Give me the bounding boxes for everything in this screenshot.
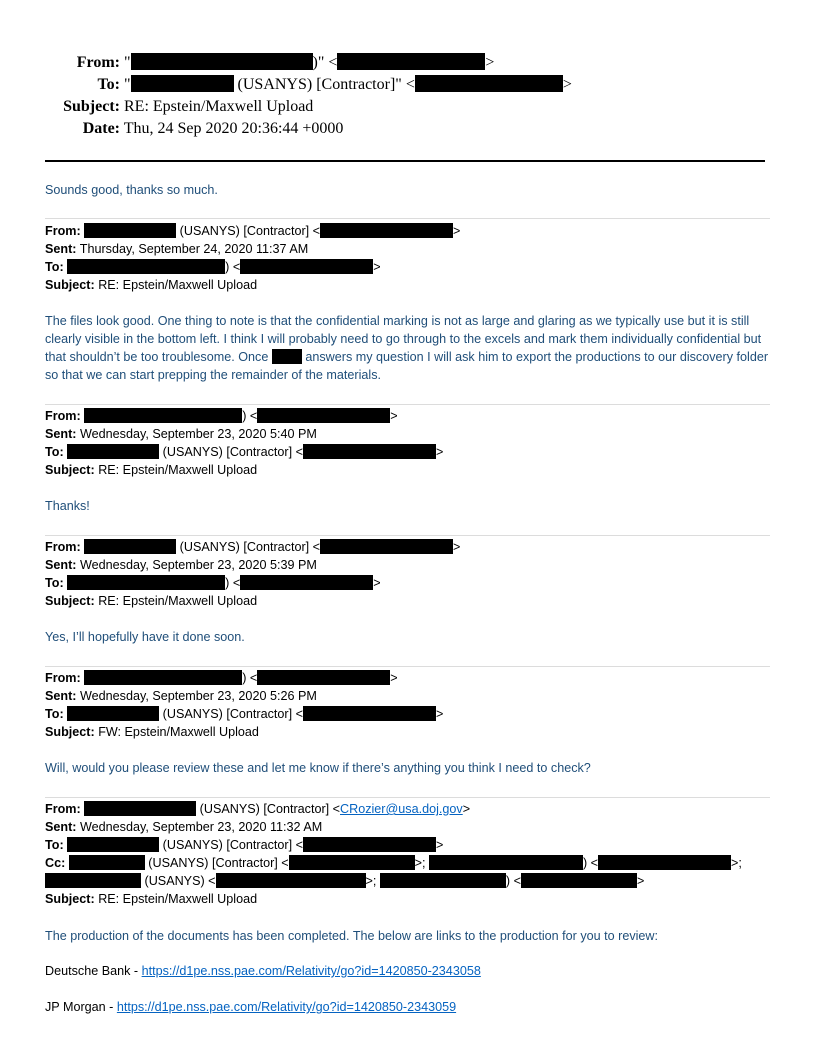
msg2-from-line: From: ) < > [45, 409, 398, 423]
redaction-bar [240, 259, 373, 274]
header-divider [45, 160, 765, 162]
deutsche-bank-link[interactable]: https://d1pe.nss.pae.com/Relativity/go?id=1420850-2343058 [141, 964, 481, 978]
msg3-sent-line: Sent: Wednesday, September 23, 2020 5:39 PM [45, 558, 317, 572]
msg4-subject-line: Subject: FW: Epstein/Maxwell Upload [45, 725, 259, 739]
redaction-bar [84, 223, 176, 238]
msg4-body: Will, would you please review these and let me know if there’s anything you think I need to check? [45, 761, 591, 775]
msg5-to-line: To: (USANYS) [Contractor] < > [45, 838, 444, 852]
redaction-bar [45, 873, 141, 888]
redaction-bar [289, 855, 415, 870]
msg2-body: Thanks! [45, 499, 90, 513]
msg3-subject-line: Subject: RE: Epstein/Maxwell Upload [45, 594, 258, 608]
msg4-sent-line: Sent: Wednesday, September 23, 2020 5:26 PM [45, 689, 317, 703]
redaction-bar [380, 873, 506, 888]
msg2-sent-line: Sent: Wednesday, September 23, 2020 5:40 PM [45, 427, 317, 441]
redaction-bar [598, 855, 731, 870]
redaction-bar [67, 444, 159, 459]
redaction-bar [429, 855, 583, 870]
reply-body: Sounds good, thanks so much. [45, 183, 218, 197]
redaction-bar [337, 53, 485, 70]
redaction-bar [67, 706, 159, 721]
redaction-bar [320, 223, 453, 238]
msg1-body: The files look good. One thing to note is that the confidential marking is not as large and glaring as we typically use but it is still clearly visible in the bottom left. I think I will probably need to go through to the excels and mark them individually confidential but that shouldn’t be too troublesome. Once answers my question I will ask him to export the productions to our discovery folder so that we can start prepping the remainder of the materials. [45, 314, 769, 382]
header-to-value: " (USANYS) [Contractor]" < > [124, 76, 572, 93]
message-separator [45, 218, 770, 219]
msg1-from-line: From: (USANYS) [Contractor] < > [45, 224, 461, 238]
redaction-bar [257, 408, 390, 423]
msg3-from-line: From: (USANYS) [Contractor] < > [45, 540, 461, 554]
redaction-bar [320, 539, 453, 554]
msg3-body: Yes, I’ll hopefully have it done soon. [45, 630, 245, 644]
msg5-cc-line-2: (USANYS) < >; ) < > [45, 872, 644, 890]
msg5-body: The production of the documents has been completed. The below are links to the production for you to review: [45, 929, 659, 943]
redaction-bar [303, 837, 436, 852]
redaction-bar [303, 444, 436, 459]
msg3-to-line: To: ) < > [45, 576, 381, 590]
msg5-from-line: From: (USANYS) [Contractor] <CRozier@usa.doj.gov> [45, 802, 471, 816]
header-subject-line [40, 97, 313, 117]
redaction-bar [69, 855, 145, 870]
redaction-bar [521, 873, 637, 888]
header-date-line [40, 119, 343, 139]
header-from-label: From: [76, 54, 120, 71]
header-to-line [40, 75, 572, 95]
msg1-sent-line: Sent: Thursday, September 24, 2020 11:37 AM [45, 242, 309, 256]
message-separator [45, 797, 770, 798]
message-separator [45, 404, 770, 405]
message-separator [45, 535, 770, 536]
redaction-bar [131, 75, 234, 92]
msg2-subject-line: Subject: RE: Epstein/Maxwell Upload [45, 463, 258, 477]
header-to-label: To: [97, 76, 120, 93]
from-email-link[interactable]: CRozier@usa.doj.gov [340, 802, 463, 816]
msg1-subject-line: Subject: RE: Epstein/Maxwell Upload [45, 278, 258, 292]
header-subject-label: Subject: [63, 98, 120, 115]
redaction-bar [257, 670, 390, 685]
msg2-to-line: To: (USANYS) [Contractor] < > [45, 445, 444, 459]
redaction-bar [67, 837, 159, 852]
redaction-bar [272, 349, 302, 364]
header-from-line [40, 53, 494, 73]
msg4-to-line: To: (USANYS) [Contractor] < > [45, 707, 444, 721]
redaction-bar [415, 75, 563, 92]
link-line-jp-morgan: JP Morgan - https://d1pe.nss.pae.com/Relativity/go?id=1420850-2343059 [45, 1000, 457, 1014]
redaction-bar [67, 259, 225, 274]
header-subject-value: RE: Epstein/Maxwell Upload [124, 98, 314, 115]
redaction-bar [303, 706, 436, 721]
redaction-bar [84, 670, 242, 685]
message-separator [45, 666, 770, 667]
header-date-label: Date: [82, 120, 120, 137]
redaction-bar [84, 408, 242, 423]
header-date-value: Thu, 24 Sep 2020 20:36:44 +0000 [123, 120, 344, 137]
jp-morgan-link[interactable]: https://d1pe.nss.pae.com/Relativity/go?id=1420850-2343059 [116, 1000, 457, 1014]
header-from-value: " )" < > [124, 54, 495, 71]
msg1-to-line: To: ) < > [45, 260, 381, 274]
msg5-cc-line: Cc: (USANYS) [Contractor] < >; ) < >; [45, 856, 742, 870]
redaction-bar [84, 801, 196, 816]
link-line-deutsche-bank: Deutsche Bank - https://d1pe.nss.pae.com/Relativity/go?id=1420850-2343058 [45, 964, 481, 978]
msg5-subject-line: Subject: RE: Epstein/Maxwell Upload [45, 892, 258, 906]
redaction-bar [216, 873, 366, 888]
redaction-bar [240, 575, 373, 590]
redaction-bar [84, 539, 176, 554]
redaction-bar [67, 575, 225, 590]
msg4-from-line: From: ) < > [45, 671, 398, 685]
msg5-sent-line: Sent: Wednesday, September 23, 2020 11:32 AM [45, 820, 323, 834]
redaction-bar [131, 53, 313, 70]
